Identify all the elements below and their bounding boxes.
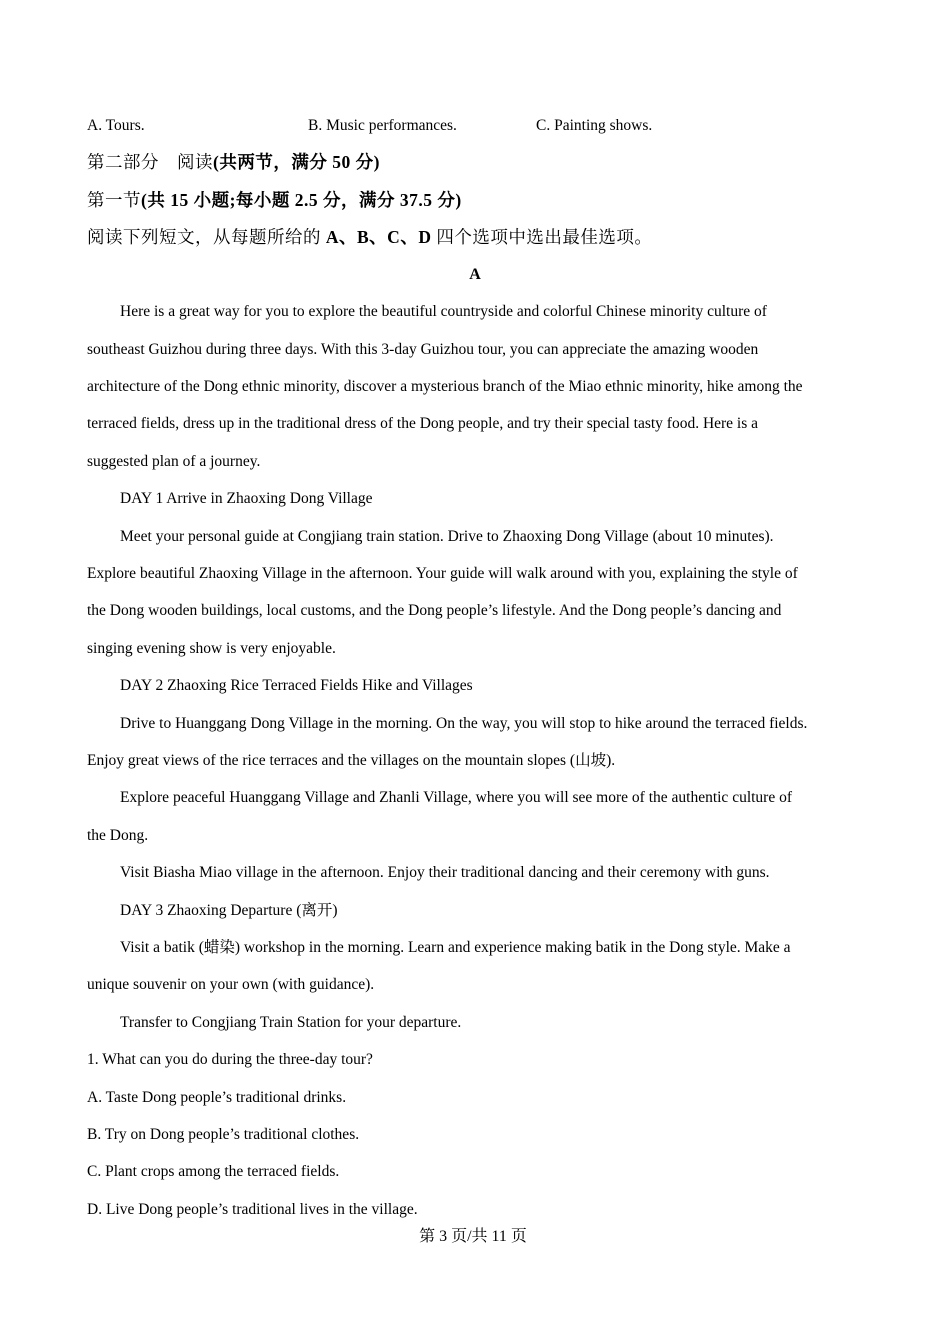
question-option-b: B. Try on Dong people’s traditional clothes.: [87, 1126, 360, 1143]
intro-line: architecture of the Dong ethnic minority, discover a mysterious branch of the Miao ethnic minority, hike among the: [87, 378, 803, 395]
question-option-a: A. Taste Dong people’s traditional drinks.: [87, 1089, 347, 1106]
day1-line: singing evening show is very enjoyable.: [87, 640, 336, 657]
reading-instruction: 阅读下列短文，从每题所给的 A、B、C、D 四个选项中选出最佳选项。: [87, 227, 653, 247]
passage-title: A: [469, 266, 481, 283]
prev-option-b: B. Music performances.: [308, 117, 457, 134]
day3-title: DAY 3 Zhaoxing Departure (离开): [120, 902, 338, 919]
day1-line: Explore beautiful Zhaoxing Village in the afternoon. Your guide will walk around with you, explaining the style of: [87, 565, 798, 582]
page-number: 第 3 页/共 11 页: [419, 1228, 527, 1245]
question-option-c: C. Plant crops among the terraced fields.: [87, 1163, 340, 1180]
intro-line: southeast Guizhou during three days. With this 3-day Guizhou tour, you can appreciate the amazing wooden: [87, 341, 759, 358]
day1-line: Meet your personal guide at Congjiang train station. Drive to Zhaoxing Dong Village (about 10 minutes).: [120, 528, 774, 545]
intro-line: Here is a great way for you to explore the beautiful countryside and colorful Chinese minority culture of: [120, 303, 767, 320]
day2-p1-line: Drive to Huanggang Dong Village in the morning. On the way, you will stop to hike around the terraced fields.: [120, 715, 808, 732]
question-stem: 1. What can you do during the three-day tour?: [87, 1051, 373, 1068]
day3-p1-line: Visit a batik (蜡染) workshop in the morning. Learn and experience making batik in the Dong style. Make a: [120, 939, 791, 956]
prev-option-c: C. Painting shows.: [536, 117, 653, 134]
question-option-d: D. Live Dong people’s traditional lives in the village.: [87, 1201, 418, 1218]
day1-line: the Dong wooden buildings, local customs, and the Dong people’s lifestyle. And the Dong people’s dancing and: [87, 602, 782, 619]
day1-title: DAY 1 Arrive in Zhaoxing Dong Village: [120, 490, 373, 507]
section1-heading: 第一节(共 15 小题;每小题 2.5 分，满分 37.5 分): [87, 190, 462, 210]
intro-line: terraced fields, dress up in the traditional dress of the Dong people, and try their special tasty food. Here is a: [87, 415, 759, 432]
day2-p2-line: Explore peaceful Huanggang Village and Zhanli Village, where you will see more of the authentic culture of: [120, 789, 793, 806]
day3-p1-line: unique souvenir on your own (with guidance).: [87, 976, 375, 993]
day2-p3: Visit Biasha Miao village in the afternoon. Enjoy their traditional dancing and their ceremony with guns.: [120, 864, 770, 881]
intro-line: suggested plan of a journey.: [87, 453, 261, 470]
part2-heading: 第二部分 阅读(共两节，满分 50 分): [87, 152, 380, 172]
prev-option-a: A. Tours.: [87, 117, 145, 134]
day3-p2: Transfer to Congjiang Train Station for your departure.: [120, 1014, 462, 1031]
day2-title: DAY 2 Zhaoxing Rice Terraced Fields Hike and Villages: [120, 677, 473, 694]
day2-p2-line: the Dong.: [87, 827, 149, 844]
day2-p1-line: Enjoy great views of the rice terraces and the villages on the mountain slopes (山坡).: [87, 752, 616, 769]
